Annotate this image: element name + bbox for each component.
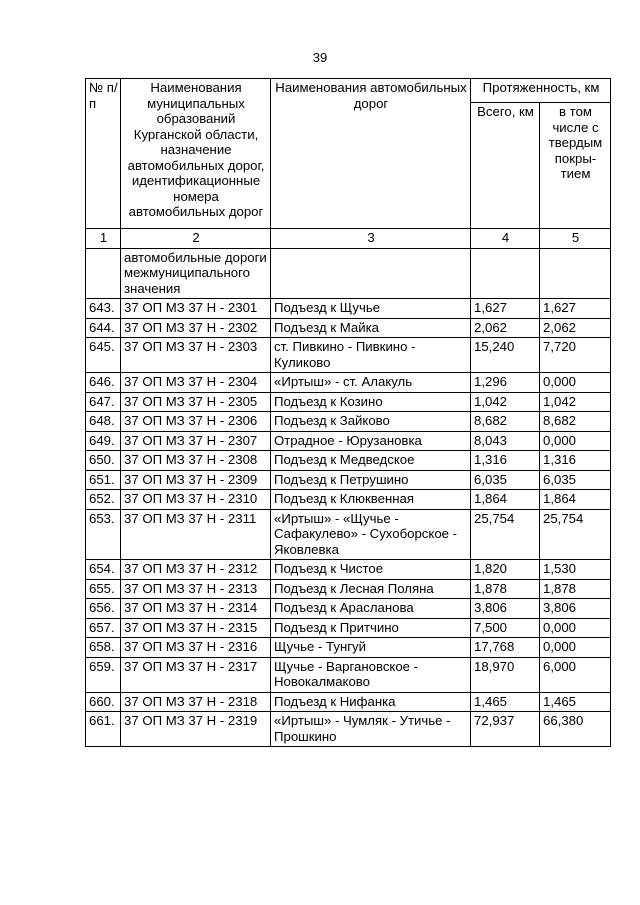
table-row [86,373,611,393]
road-id: 37 ОП МЗ 37 Н - 2311 [121,509,271,560]
table-cell [86,248,121,299]
road-id: 37 ОП МЗ 37 Н - 2301 [121,299,271,319]
header-municipality: Наименования муниципальных образований Курганской области, назначение автомобильных дорог, идентификационные номера автомобильных дорог [121,79,271,229]
row-number: 654. [86,560,121,580]
road-id: 37 ОП МЗ 37 Н - 2308 [121,451,271,471]
road-id: 37 ОП МЗ 37 Н - 2319 [121,712,271,747]
row-number: 658. [86,638,121,658]
row-number: 659. [86,657,121,692]
length-total: 1,042 [471,392,540,412]
road-name: Подъезд к Притчино [271,618,471,638]
road-id: 37 ОП МЗ 37 Н - 2302 [121,318,271,338]
road-name: Подъезд к Клюквенная [271,490,471,510]
length-total: 72,937 [471,712,540,747]
road-id: 37 ОП МЗ 37 Н - 2312 [121,560,271,580]
road-id: 37 ОП МЗ 37 Н - 2304 [121,373,271,393]
length-paved: 1,864 [540,490,611,510]
row-number: 660. [86,692,121,712]
road-id: 37 ОП МЗ 37 Н - 2303 [121,338,271,373]
length-paved: 1,878 [540,579,611,599]
road-id: 37 ОП МЗ 37 Н - 2316 [121,638,271,658]
table-row [86,599,611,619]
table-row [86,299,611,319]
table-row [86,451,611,471]
length-total: 1,878 [471,579,540,599]
row-number: 657. [86,618,121,638]
table-row [86,392,611,412]
road-id: 37 ОП МЗ 37 Н - 2306 [121,412,271,432]
road-id: 37 ОП МЗ 37 Н - 2313 [121,579,271,599]
road-name: Подъезд к Медведское [271,451,471,471]
length-paved: 1,465 [540,692,611,712]
column-numbers-row [86,229,611,249]
length-total: 17,768 [471,638,540,658]
length-total: 1,864 [471,490,540,510]
table-row [86,692,611,712]
length-total: 2,062 [471,318,540,338]
road-id: 37 ОП МЗ 37 Н - 2309 [121,470,271,490]
table-cell [540,248,611,299]
road-name: Щучье - Тунгуй [271,638,471,658]
road-name: Подъезд к Лесная Поляна [271,579,471,599]
length-paved: 8,682 [540,412,611,432]
row-number: 644. [86,318,121,338]
header-length-group: Протяженность, км [471,79,611,103]
table-row [86,618,611,638]
road-name: Подъезд к Козино [271,392,471,412]
header-number: № п/п [86,79,121,229]
road-name: Подъезд к Зайково [271,412,471,432]
road-name: Подъезд к Арасланова [271,599,471,619]
roads-table [85,78,611,747]
row-number: 653. [86,509,121,560]
row-number: 647. [86,392,121,412]
row-number: 649. [86,431,121,451]
road-id: 37 ОП МЗ 37 Н - 2317 [121,657,271,692]
section-title: автомобильные дороги межмуниципального значения [121,248,271,299]
header-total-km: Всего, км [471,103,540,229]
length-paved: 0,000 [540,618,611,638]
table-row [86,470,611,490]
road-name: Подъезд к Нифанка [271,692,471,712]
table-body [86,248,611,747]
length-total: 3,806 [471,599,540,619]
row-number: 661. [86,712,121,747]
column-number: 3 [271,229,471,249]
row-number: 650. [86,451,121,471]
length-paved: 0,000 [540,431,611,451]
length-paved: 6,000 [540,657,611,692]
length-paved: 1,316 [540,451,611,471]
table-cell [271,248,471,299]
table-row [86,318,611,338]
road-id: 37 ОП МЗ 37 Н - 2307 [121,431,271,451]
length-total: 6,035 [471,470,540,490]
header-road-name: Наименования автомобильных дорог [271,79,471,229]
road-id: 37 ОП МЗ 37 Н - 2318 [121,692,271,712]
length-paved: 25,754 [540,509,611,560]
table-row [86,412,611,432]
row-number: 656. [86,599,121,619]
column-number: 5 [540,229,611,249]
road-name: Отрадное - Юрузановка [271,431,471,451]
section-row [86,248,611,299]
road-id: 37 ОП МЗ 37 Н - 2310 [121,490,271,510]
table-row [86,509,611,560]
row-number: 643. [86,299,121,319]
length-total: 15,240 [471,338,540,373]
length-total: 1,296 [471,373,540,393]
table-row [86,638,611,658]
length-total: 7,500 [471,618,540,638]
length-paved: 1,042 [540,392,611,412]
row-number: 648. [86,412,121,432]
road-name: «Иртыш» - ст. Алакуль [271,373,471,393]
road-name: Щучье - Варгановское - Новокалмаково [271,657,471,692]
row-number: 651. [86,470,121,490]
column-number: 4 [471,229,540,249]
length-paved: 66,380 [540,712,611,747]
table-header [86,79,611,249]
length-total: 1,820 [471,560,540,580]
road-name: Подъезд к Чистое [271,560,471,580]
road-id: 37 ОП МЗ 37 Н - 2314 [121,599,271,619]
road-name: «Иртыш» - «Щучье - Сафакулево» - Сухоборское - Яковлевка [271,509,471,560]
length-paved: 7,720 [540,338,611,373]
table-row [86,712,611,747]
table-cell [471,248,540,299]
length-paved: 6,035 [540,470,611,490]
length-total: 8,043 [471,431,540,451]
road-name: Подъезд к Майка [271,318,471,338]
column-number: 1 [86,229,121,249]
road-id: 37 ОП МЗ 37 Н - 2305 [121,392,271,412]
length-paved: 0,000 [540,373,611,393]
length-total: 8,682 [471,412,540,432]
length-total: 1,316 [471,451,540,471]
road-name: Подъезд к Петрушино [271,470,471,490]
table-row [86,338,611,373]
length-paved: 3,806 [540,599,611,619]
length-paved: 2,062 [540,318,611,338]
table-row [86,579,611,599]
row-number: 645. [86,338,121,373]
length-total: 1,627 [471,299,540,319]
length-paved: 1,627 [540,299,611,319]
row-number: 652. [86,490,121,510]
length-paved: 0,000 [540,638,611,658]
page-number: 39 [312,50,328,65]
table-row [86,490,611,510]
length-paved: 1,530 [540,560,611,580]
row-number: 655. [86,579,121,599]
table-row [86,657,611,692]
header-paved-km: в том числе с твердым покры-тием [540,103,611,229]
length-total: 18,970 [471,657,540,692]
road-name: ст. Пивкино - Пивкино - Куликово [271,338,471,373]
row-number: 646. [86,373,121,393]
road-id: 37 ОП МЗ 37 Н - 2315 [121,618,271,638]
table-row [86,560,611,580]
table-row [86,431,611,451]
length-total: 25,754 [471,509,540,560]
road-name: Подъезд к Щучье [271,299,471,319]
length-total: 1,465 [471,692,540,712]
road-name: «Иртыш» - Чумляк - Утичье - Прошкино [271,712,471,747]
column-number: 2 [121,229,271,249]
